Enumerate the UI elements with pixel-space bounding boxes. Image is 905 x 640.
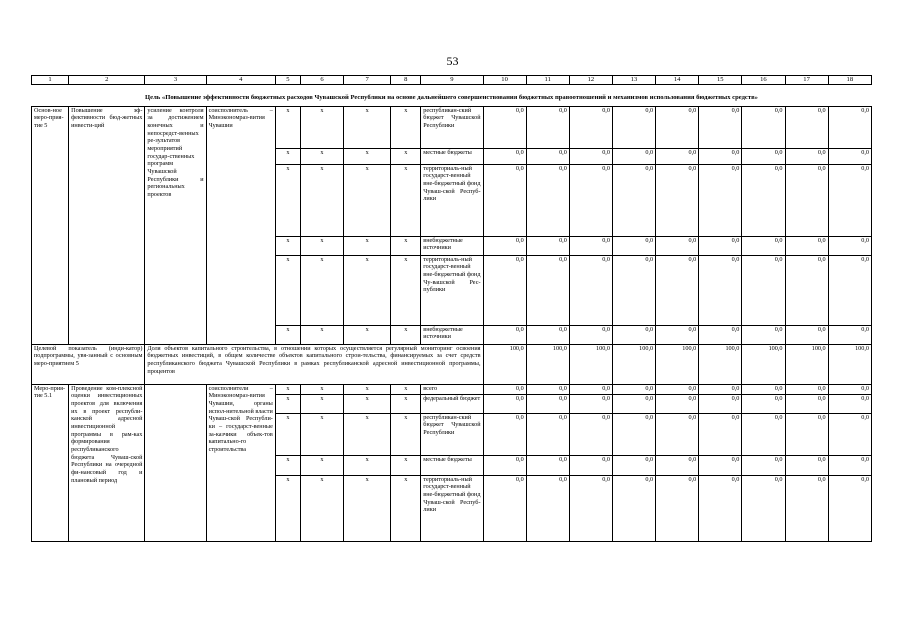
indicator-value: 100,0: [569, 344, 612, 384]
indicator-value: 100,0: [785, 344, 828, 384]
column-number: 2: [69, 76, 145, 85]
amount-cell: 0,0: [569, 325, 612, 344]
column-number: 18: [828, 76, 871, 85]
code-cell: х: [344, 394, 391, 413]
amount-cell: 0,0: [828, 455, 871, 475]
column-number: 9: [421, 76, 483, 85]
code-cell: х: [300, 164, 343, 236]
amount-cell: 0,0: [612, 236, 655, 255]
amount-cell: 0,0: [828, 384, 871, 394]
code-cell: х: [300, 236, 343, 255]
program-table: [31, 75, 872, 542]
amount-cell: 0,0: [656, 455, 699, 475]
code-cell: х: [275, 148, 300, 164]
amount-cell: 0,0: [742, 394, 785, 413]
code-cell: х: [300, 384, 343, 394]
amount-cell: 0,0: [699, 325, 742, 344]
column-number: 14: [656, 76, 699, 85]
indicator-value: 100,0: [483, 344, 526, 384]
amount-cell: 0,0: [656, 164, 699, 236]
funding-source: внебюджетные источники: [421, 325, 483, 344]
amount-cell: 0,0: [785, 475, 828, 541]
amount-cell: 0,0: [785, 455, 828, 475]
amount-cell: 0,0: [699, 106, 742, 148]
amount-cell: 0,0: [785, 148, 828, 164]
funding-source: территориаль-ный государст-венный вне-бюджетный фонд Чуваш-ской Респуб-лики: [421, 475, 483, 541]
amount-cell: 0,0: [785, 106, 828, 148]
column-number: 13: [612, 76, 655, 85]
code-cell: х: [344, 148, 391, 164]
amount-cell: 0,0: [785, 255, 828, 325]
amount-cell: 0,0: [785, 325, 828, 344]
amount-cell: 0,0: [742, 106, 785, 148]
code-cell: х: [300, 413, 343, 455]
amount-cell: 0,0: [785, 413, 828, 455]
code-cell: х: [275, 384, 300, 394]
amount-cell: 0,0: [526, 106, 569, 148]
amount-cell: 0,0: [656, 325, 699, 344]
code-cell: х: [300, 455, 343, 475]
amount-cell: 0,0: [699, 255, 742, 325]
amount-cell: 0,0: [742, 236, 785, 255]
code-cell: х: [344, 384, 391, 394]
amount-cell: 0,0: [828, 413, 871, 455]
funding-source: республикан-ский бюджет Чувашской Республики: [421, 413, 483, 455]
code-cell: х: [391, 325, 421, 344]
code-cell: х: [391, 413, 421, 455]
amount-cell: 0,0: [526, 455, 569, 475]
amount-cell: 0,0: [483, 325, 526, 344]
code-cell: х: [391, 455, 421, 475]
amount-cell: 0,0: [656, 384, 699, 394]
amount-cell: 0,0: [699, 455, 742, 475]
amount-cell: 0,0: [569, 394, 612, 413]
indicator-value: 100,0: [699, 344, 742, 384]
measure-task: [145, 384, 206, 541]
amount-cell: 0,0: [569, 413, 612, 455]
column-number: 6: [300, 76, 343, 85]
code-cell: х: [300, 148, 343, 164]
amount-cell: 0,0: [828, 394, 871, 413]
amount-cell: 0,0: [569, 164, 612, 236]
code-cell: х: [391, 255, 421, 325]
amount-cell: 0,0: [526, 148, 569, 164]
funding-source: всего: [421, 384, 483, 394]
amount-cell: 0,0: [612, 148, 655, 164]
code-cell: х: [275, 325, 300, 344]
amount-cell: 0,0: [483, 148, 526, 164]
column-number: 1: [32, 76, 69, 85]
amount-cell: 0,0: [569, 455, 612, 475]
amount-cell: 0,0: [656, 394, 699, 413]
code-cell: х: [300, 255, 343, 325]
code-cell: х: [300, 394, 343, 413]
code-cell: х: [275, 413, 300, 455]
amount-cell: 0,0: [569, 236, 612, 255]
amount-cell: 0,0: [699, 164, 742, 236]
indicator-value: 100,0: [656, 344, 699, 384]
table-row: [32, 384, 872, 394]
amount-cell: 0,0: [656, 106, 699, 148]
funding-source: территориаль-ный государст-венный вне-бюджетный фонд Чуваш-ской Респуб-лики: [421, 164, 483, 236]
column-number: 17: [785, 76, 828, 85]
indicator-value: 100,0: [526, 344, 569, 384]
amount-cell: 0,0: [569, 384, 612, 394]
amount-cell: 0,0: [742, 255, 785, 325]
column-number: 15: [699, 76, 742, 85]
amount-cell: 0,0: [828, 106, 871, 148]
amount-cell: 0,0: [612, 394, 655, 413]
column-number: 4: [206, 76, 275, 85]
amount-cell: 0,0: [526, 325, 569, 344]
code-cell: х: [391, 384, 421, 394]
amount-cell: 0,0: [569, 148, 612, 164]
code-cell: х: [391, 236, 421, 255]
amount-cell: 0,0: [742, 148, 785, 164]
amount-cell: 0,0: [699, 148, 742, 164]
responsible-executor: соисполнитель – Минэкономраз-вития Чувашии: [206, 106, 275, 344]
amount-cell: 0,0: [742, 384, 785, 394]
amount-cell: 0,0: [569, 106, 612, 148]
amount-cell: 0,0: [742, 164, 785, 236]
table-row: [32, 106, 872, 148]
code-cell: х: [344, 164, 391, 236]
amount-cell: 0,0: [742, 413, 785, 455]
amount-cell: 0,0: [526, 413, 569, 455]
amount-cell: 0,0: [828, 236, 871, 255]
amount-cell: 0,0: [483, 455, 526, 475]
funding-source: местные бюджеты: [421, 148, 483, 164]
amount-cell: 0,0: [656, 236, 699, 255]
code-cell: х: [391, 475, 421, 541]
measure-title: Проведение ком-плексной оценки инвестиционных проектов для включения их в проект республи-канской адресной инвестиционной программы в рам-ках формирования республиканского бюджета Чуваш-ской Республики на очередной фи-нансовый год и плановый период: [69, 384, 145, 541]
amount-cell: 0,0: [742, 475, 785, 541]
amount-cell: 0,0: [483, 475, 526, 541]
goal-title: Цель «Повышение эффективности бюджетных расходов Чувашской Республики на основе дальнейшего совершенствования бюджетных правоотношений и механизмов использования бюджетных средств»: [32, 85, 872, 107]
amount-cell: 0,0: [612, 413, 655, 455]
code-cell: х: [391, 106, 421, 148]
amount-cell: 0,0: [526, 384, 569, 394]
column-number: 7: [344, 76, 391, 85]
code-cell: х: [275, 236, 300, 255]
responsible-executor: соисполнители – Минэкономраз-вития Чувашии, органы испол-нительной власти Чуваш-ской Республи-ки – государст-венные за-казчики объек-тов капитально-го строительства: [206, 384, 275, 541]
funding-source: федеральный бюджет: [421, 394, 483, 413]
code-cell: х: [300, 106, 343, 148]
amount-cell: 0,0: [483, 394, 526, 413]
indicator-value: 100,0: [828, 344, 871, 384]
amount-cell: 0,0: [785, 384, 828, 394]
amount-cell: 0,0: [699, 384, 742, 394]
amount-cell: 0,0: [699, 394, 742, 413]
indicator-row: [32, 344, 872, 384]
amount-cell: 0,0: [612, 455, 655, 475]
code-cell: х: [391, 164, 421, 236]
code-cell: х: [300, 325, 343, 344]
amount-cell: 0,0: [785, 394, 828, 413]
column-number: 5: [275, 76, 300, 85]
indicator-value: 100,0: [612, 344, 655, 384]
code-cell: х: [275, 455, 300, 475]
amount-cell: 0,0: [828, 148, 871, 164]
measure-code: Меро-прия-тие 5.1: [32, 384, 69, 541]
code-cell: х: [391, 148, 421, 164]
indicator-text: Доля объектов капитального строительства, в отношении которых осуществляется регулярный мониторинг освоения бюджетных инвестиций, в общем количестве объектов капитального строи-тельства, финансируемых за счет средств республиканского бюджета Чувашской Республики в рамках республиканской адресной инвестиционной программы, процентов: [145, 344, 483, 384]
code-cell: х: [344, 255, 391, 325]
code-cell: х: [344, 475, 391, 541]
code-cell: х: [275, 394, 300, 413]
amount-cell: 0,0: [699, 236, 742, 255]
amount-cell: 0,0: [483, 164, 526, 236]
code-cell: х: [391, 394, 421, 413]
amount-cell: 0,0: [656, 148, 699, 164]
column-number-row: [32, 76, 872, 85]
column-number: 10: [483, 76, 526, 85]
code-cell: х: [344, 106, 391, 148]
column-number: 8: [391, 76, 421, 85]
code-cell: х: [300, 475, 343, 541]
page-number: 53: [446, 54, 459, 68]
amount-cell: 0,0: [569, 255, 612, 325]
amount-cell: 0,0: [699, 413, 742, 455]
goal-row: [32, 85, 872, 107]
amount-cell: 0,0: [742, 325, 785, 344]
amount-cell: 0,0: [483, 255, 526, 325]
amount-cell: 0,0: [656, 475, 699, 541]
amount-cell: 0,0: [656, 255, 699, 325]
amount-cell: 0,0: [828, 475, 871, 541]
amount-cell: 0,0: [742, 455, 785, 475]
code-cell: х: [344, 236, 391, 255]
amount-cell: 0,0: [828, 164, 871, 236]
code-cell: х: [344, 455, 391, 475]
code-cell: х: [344, 325, 391, 344]
column-number: 12: [569, 76, 612, 85]
amount-cell: 0,0: [526, 255, 569, 325]
amount-cell: 0,0: [828, 325, 871, 344]
amount-cell: 0,0: [483, 413, 526, 455]
column-number: 16: [742, 76, 785, 85]
amount-cell: 0,0: [612, 164, 655, 236]
amount-cell: 0,0: [828, 255, 871, 325]
indicator-value: 100,0: [742, 344, 785, 384]
funding-source: внебюджетные источники: [421, 236, 483, 255]
measure-task: усиление контроля за достижением конечных и непосредст-венных ре-зультатов мероприятий государ-ственных программ Чувашской Республики и региональных проектов: [145, 106, 206, 344]
column-number: 11: [526, 76, 569, 85]
amount-cell: 0,0: [785, 236, 828, 255]
amount-cell: 0,0: [656, 413, 699, 455]
amount-cell: 0,0: [569, 475, 612, 541]
funding-source: республикан-ский бюджет Чувашской Республики: [421, 106, 483, 148]
code-cell: х: [275, 475, 300, 541]
amount-cell: 0,0: [785, 164, 828, 236]
measure-title: Повышение эф-фективности бюд-жетных инвести-ций: [69, 106, 145, 344]
amount-cell: 0,0: [612, 325, 655, 344]
funding-source: местные бюджеты: [421, 455, 483, 475]
code-cell: х: [275, 255, 300, 325]
amount-cell: 0,0: [612, 384, 655, 394]
measure-code: Основ-ное меро-прия-тие 5: [32, 106, 69, 344]
column-number: 3: [145, 76, 206, 85]
amount-cell: 0,0: [612, 255, 655, 325]
amount-cell: 0,0: [699, 475, 742, 541]
amount-cell: 0,0: [483, 106, 526, 148]
code-cell: х: [275, 106, 300, 148]
amount-cell: 0,0: [612, 475, 655, 541]
amount-cell: 0,0: [526, 475, 569, 541]
code-cell: х: [344, 413, 391, 455]
amount-cell: 0,0: [483, 236, 526, 255]
funding-source: территориаль-ный государст-венный вне-бюджетный фонд Чу-вашской Рес-публики: [421, 255, 483, 325]
code-cell: х: [275, 164, 300, 236]
indicator-label: Целевой показатель (инди-катор) подпрограммы, увя-занный с основным меро-приятием 5: [32, 344, 145, 384]
amount-cell: 0,0: [526, 236, 569, 255]
amount-cell: 0,0: [526, 394, 569, 413]
amount-cell: 0,0: [483, 384, 526, 394]
amount-cell: 0,0: [526, 164, 569, 236]
amount-cell: 0,0: [612, 106, 655, 148]
